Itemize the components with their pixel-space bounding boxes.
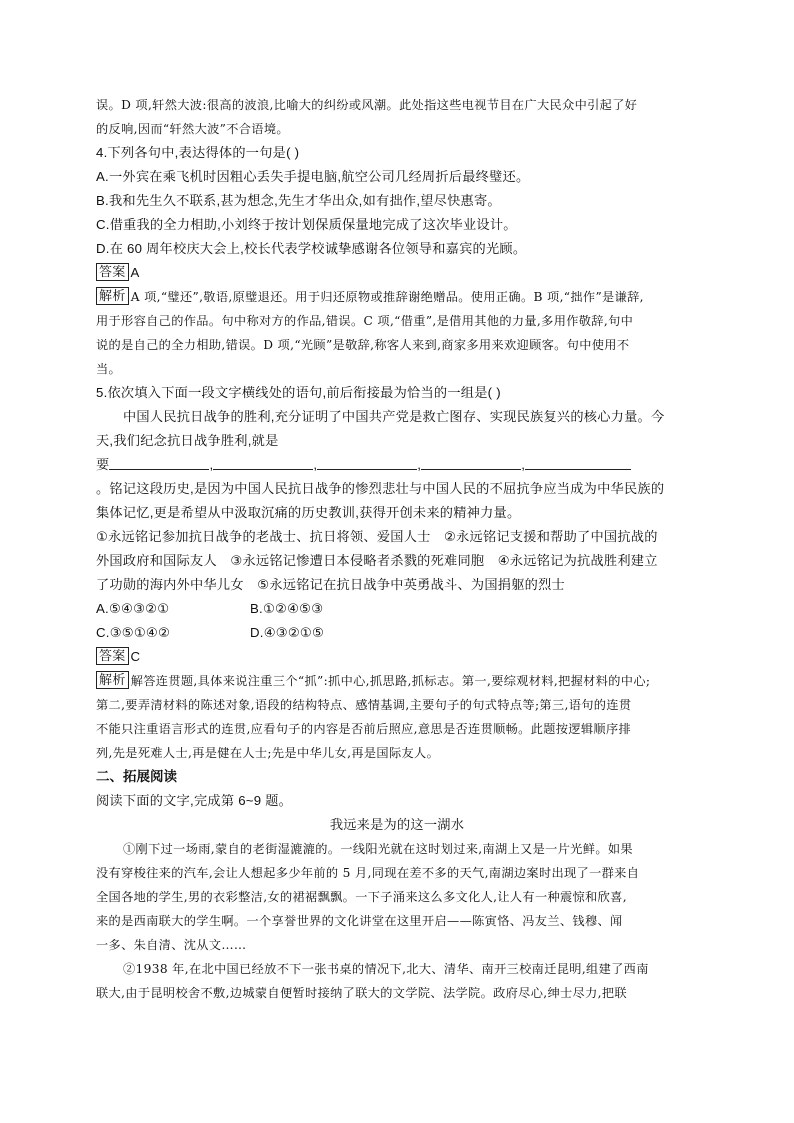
answer-tag: 答案 — [96, 647, 129, 665]
q5-answer-value: C — [130, 649, 141, 664]
q5-passage-line: 。铭记这段历史,是因为中国人民抗日战争的惨烈悲壮与中国人民的不屈抗争应当成为中华民族的 — [96, 481, 665, 496]
q4-answer — [96, 261, 698, 285]
blank-separator: , — [209, 457, 214, 472]
q5-option-b: B.①②④⑤③ — [250, 601, 324, 616]
analysis-tag: 解析 — [96, 287, 129, 305]
q4-answer-value: A — [130, 265, 140, 280]
q4-option-d: D.在 60 周年校庆大会上,校长代表学校诚挚感谢各位领导和嘉宾的光顾。 — [96, 241, 527, 256]
q5-item-line: 外国政府和国际友人 ③永远铭记惨遭日本侵略者杀戮的死难同胞 ④永远铭记为抗战胜利建立 — [96, 553, 658, 568]
q5-blanks-line — [96, 453, 698, 477]
answer-blank-1[interactable] — [109, 454, 209, 470]
article-paragraph-line: 全国各地的学生,男的衣彩整洁,女的裙裾飘飘。一下子涌来这么多文化人,让人有一种震惊和欣喜, — [96, 890, 627, 904]
document-page — [96, 93, 698, 1005]
section-heading: 二、拓展阅读 — [96, 769, 177, 784]
q4-stem: 4.下列各句中,表达得体的一句是( ) — [96, 145, 300, 160]
blank-separator: , — [417, 457, 422, 472]
q5-option-a: A.⑤④③②① — [96, 601, 170, 616]
q3-analysis-line: 误。D 项,轩然大波:很高的波浪,比喻大的纠纷或风潮。此处指这些电视节目在广大民众中引起了好 — [96, 98, 638, 112]
answer-tag: 答案 — [96, 263, 129, 281]
q4-analysis-line: 当。 — [96, 362, 122, 376]
answer-blank-3[interactable] — [317, 454, 417, 470]
q5-options-row — [96, 621, 698, 645]
answer-blank-4[interactable] — [421, 454, 521, 470]
q5-analysis-line: 不能只注重语言形式的连贯,应看句子的内容是否前后照应,意思是否连贯顺畅。此题按逻辑顺序排 — [96, 722, 632, 736]
q5-option-c: C.③⑤①④② — [96, 625, 171, 640]
article-title: 我远来是为的这一湖水 — [329, 817, 465, 832]
q4-option-c: C.借重我的全力相助,小刘终于按计划保质保量地完成了这次毕业设计。 — [96, 217, 517, 232]
q5-analysis-line: 解答连贯题,具体来说注重三个“抓”:抓中心,抓思路,抓标志。第一,要综观材料,把握材料的中心; — [130, 674, 651, 688]
q5-answer — [96, 645, 698, 669]
blank-lead: 要 — [96, 457, 110, 472]
q5-item-line: 了功勋的海内外中华儿女 ⑤永远铭记在抗日战争中英勇战斗、为国捐躯的烈士 — [96, 577, 565, 592]
answer-blank-5[interactable] — [525, 454, 631, 470]
q4-analysis-line: 说的是自己的全力相助,错误。D 项,“光顾”是敬辞,称客人来到,商家多用来欢迎顾客。句中使用不 — [96, 338, 630, 352]
blank-separator: , — [521, 457, 526, 472]
q5-analysis-line: 列,先是死难人士,再是健在人士;先是中华儿女,再是国际友人。 — [96, 746, 440, 760]
reading-instruction: 阅读下面的文字,完成第 6~9 题。 — [96, 793, 293, 808]
q5-stem: 5.依次填入下面一段文字横线处的语句,前后衔接最为恰当的一组是( ) — [96, 385, 501, 400]
q5-analysis — [96, 669, 698, 693]
q5-analysis-line: 第二,要弄清材料的陈述对象,语段的结构特点、感情基调,主要句子的句式特点等;第三,语句的连贯 — [96, 698, 632, 712]
q4-analysis-line: 用于形容自己的作品。句中称对方的作品,错误。C 项,“借重”,是借用其他的力量,多用作敬辞,句中 — [96, 314, 634, 328]
q5-passage-line: 集体记忆,更是希望从中汲取沉痛的历史教训,获得开创未来的精神力量。 — [96, 505, 521, 520]
q4-analysis-line: A 项,“璧还”,敬语,原璧退还。用于归还原物或推辞谢绝赠品。使用正确。B 项,“拙作”是谦辞, — [130, 290, 644, 304]
article-paragraph-line: 联大,由于昆明校舍不敷,边城蒙自便暂时接纳了联大的文学院、法学院。政府尽心,绅士尽力,把联 — [96, 986, 627, 1000]
q4-option-b: B.我和先生久不联系,甚为想念,先生才华出众,如有拙作,望尽快惠寄。 — [96, 193, 501, 208]
article-paragraph-line: ②1938 年,在北中国已经放不下一张书桌的情况下,北大、清华、南开三校南迁昆明,组建了西南 — [123, 962, 649, 976]
q5-passage-line: 中国人民抗日战争的胜利,充分证明了中国共产党是救亡图存、实现民族复兴的核心力量。今 — [123, 409, 665, 424]
article-paragraph-line: 来的是西南联大的学生啊。一个享誉世界的文化讲堂在这里开启——陈寅恪、冯友兰、钱穆、闻 — [96, 914, 623, 928]
article-paragraph-line: ①刚下过一场雨,蒙自的老街湿漉漉的。一线阳光就在这时划过来,南湖上又是一片光鲜。如果 — [123, 842, 633, 856]
analysis-tag: 解析 — [96, 671, 129, 689]
q5-item-line: ①永远铭记参加抗日战争的老战士、抗日将领、爱国人士 ②永远铭记支援和帮助了中国抗战的 — [96, 529, 658, 544]
article-paragraph-line: 没有穿梭往来的汽车,会让人想起多少年前的 5 月,同现在差不多的天气,南湖边案时出现了一群来自 — [96, 866, 640, 880]
blank-separator: , — [313, 457, 318, 472]
q5-passage-line: 天,我们纪念抗日战争胜利,就是 — [96, 433, 279, 448]
q4-option-a: A.一外宾在乘飞机时因粗心丢失手提电脑,航空公司几经周折后最终璧还。 — [96, 169, 530, 184]
q4-analysis — [96, 285, 698, 309]
article-paragraph-line: 一多、朱自清、沈从文…… — [96, 938, 247, 952]
q5-options-row — [96, 597, 698, 621]
q5-option-d: D.④③②①⑤ — [250, 625, 325, 640]
q3-analysis-line: 的反响,因而“轩然大波”不合语境。 — [96, 122, 289, 136]
answer-blank-2[interactable] — [213, 454, 313, 470]
